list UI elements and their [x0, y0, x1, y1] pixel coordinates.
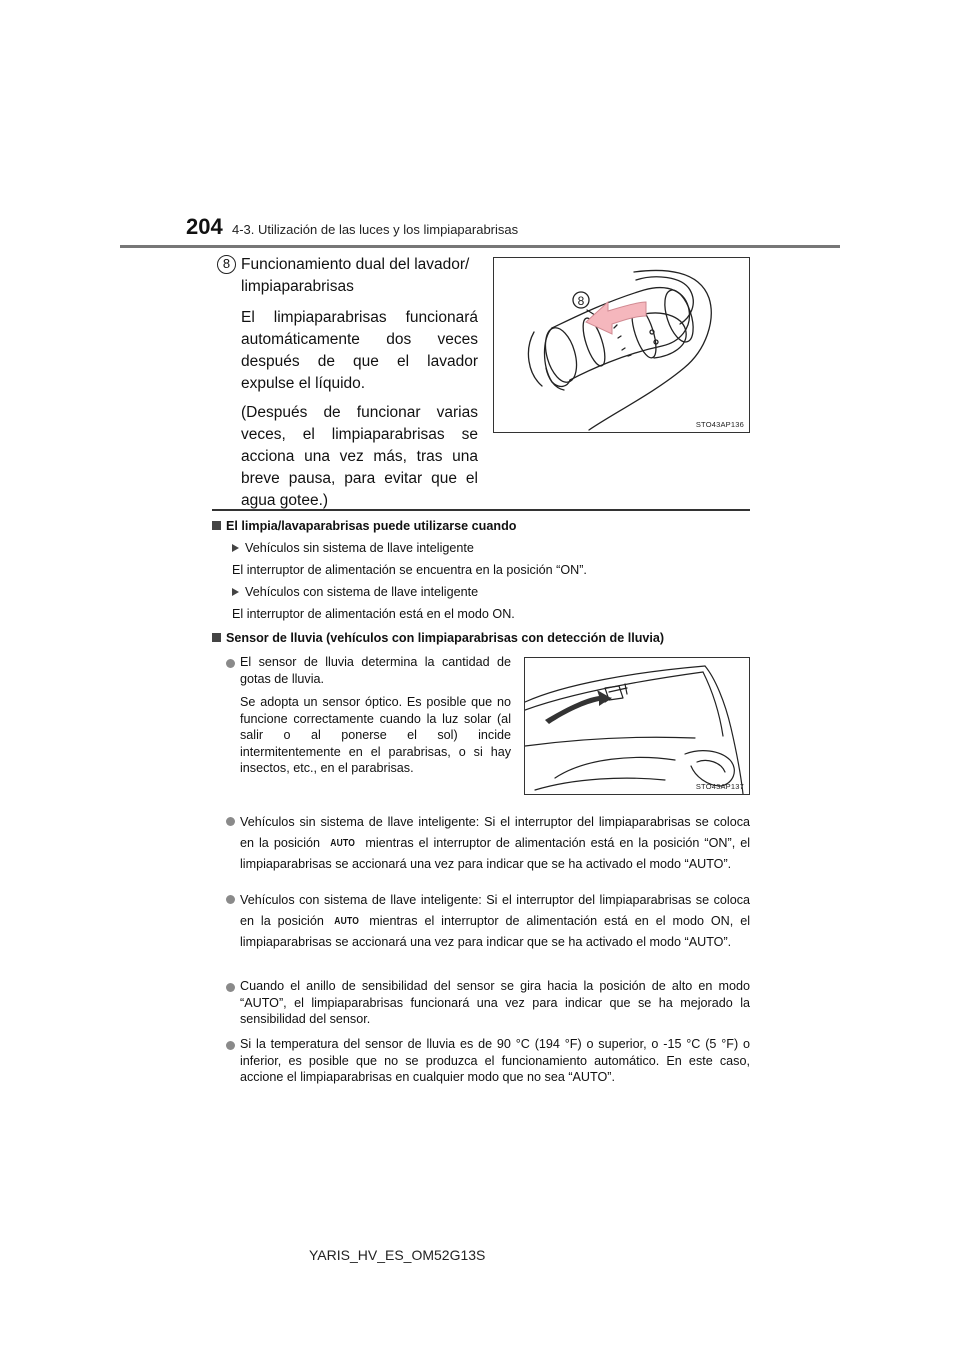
page-number: 204 [186, 214, 223, 239]
square-bullet-icon [212, 633, 221, 642]
bullet-dot-icon [226, 983, 235, 992]
document-code: YARIS_HV_ES_OM52G13S [309, 1247, 486, 1263]
auto-symbol-icon: AUTO [334, 916, 360, 927]
bullet-dot-icon [226, 895, 235, 904]
square-bullet-icon [212, 521, 221, 530]
note-heading-usage [212, 518, 516, 535]
bullet-3-smart-key [240, 890, 750, 953]
step-number-badge: 8 [217, 255, 236, 274]
heading-text: Sensor de lluvia (vehículos con limpiaparabrisas con detección de lluvia) [226, 631, 665, 645]
step-paragraph-1: El limpiaparabrisas funcionará automáticamente dos veces después de que el lavador expulse el líquido. [241, 309, 478, 392]
step-paragraph-2: (Después de funcionar varias veces, el limpiaparabrisas se acciona una vez más, tras una breve pausa, para evitar que el agua gotee.) [241, 404, 478, 509]
bullet-1-line-1: El sensor de lluvia determina la cantidad de gotas de lluvia. [240, 655, 511, 686]
arrow-icon [586, 302, 646, 334]
step-title: Funcionamiento dual del lavador/ limpiaparabrisas [241, 256, 470, 295]
figure-code: STO43AP136 [695, 420, 744, 429]
usage-text-2: El interruptor de alimentación está en el modo ON. [232, 607, 515, 621]
header-divider [120, 245, 840, 248]
heading-text: El limpia/lavaparabrisas puede utilizarse cuando [226, 519, 517, 533]
bullet-1-line-2: Se adopta un sensor óptico. Es posible que no funcione correctamente cuando la luz solar (al salir o al ponerse el sol) incide intermitentemente en el parabrisas, o si hay insectos, etc., en el parabrisas. [240, 695, 511, 775]
bullet-5-temperature: Si la temperatura del sensor de lluvia es de 90 °C (194 °F) o superior, o -15 °C (5 °F) o inferior, es posible que no se produzca el funcionamiento automático. En este caso, accione el limpiaparabrisas en cualquier modo que no sea “AUTO”. [240, 1037, 750, 1084]
note-heading-rain-sensor [212, 630, 664, 647]
rain-sensor-description [240, 654, 511, 784]
windshield-drawing [525, 658, 749, 794]
bullet-3-text-a: Vehículos con sistema de llave inteligente: Si el interruptor del limpiaparabrisas se coloca en la posición [240, 893, 750, 928]
step-description [241, 254, 478, 519]
auto-symbol-icon: AUTO [330, 838, 356, 849]
subhead-text: Vehículos sin sistema de llave inteligente [245, 541, 474, 555]
bullet-2-text-b: mientras el interruptor de alimentación está en la posición “ON”, el limpiaparabrisas se accionará una vez para indicar que se ha activado el modo “AUTO”. [240, 836, 751, 871]
subhead-no-smart-key [232, 540, 474, 557]
subhead-text: Vehículos con sistema de llave inteligente [245, 585, 479, 599]
windshield-sensor-illustration [524, 657, 750, 795]
figure-code: STO43AP137 [695, 782, 744, 791]
triangle-bullet-icon [232, 544, 239, 552]
bullet-3-text-b: mientras el interruptor de alimentación está en el modo ON, el limpiaparabrisas se accionará una vez para indicar que se ha activado el modo “AUTO”. [240, 914, 750, 949]
callout-label: 8 [577, 294, 585, 308]
section-divider [212, 509, 750, 511]
bullet-dot-icon [226, 1041, 235, 1050]
subhead-smart-key [232, 584, 478, 601]
section-title: 4-3. Utilización de las luces y los limpiaparabrisas [232, 222, 519, 237]
usage-text-1: El interruptor de alimentación se encuentra en la posición “ON”. [232, 563, 587, 577]
bullet-dot-icon [226, 817, 235, 826]
triangle-bullet-icon [232, 588, 239, 596]
bullet-2-text-a: Vehículos sin sistema de llave inteligente: Si el interruptor del limpiaparabrisas se coloca en la posición [240, 815, 750, 850]
bullet-2-no-smart-key [240, 812, 750, 875]
bullet-4-sensitivity: Cuando el anillo de sensibilidad del sensor se gira hacia la posición de alto en modo “AUTO”, el limpiaparabrisas funcionará una vez para indicar que se ha mejorado la sensibilidad del sensor. [240, 979, 750, 1026]
wiper-lever-illustration [493, 257, 750, 433]
hand-lever-drawing [494, 258, 749, 432]
bullet-dot-icon [226, 659, 235, 668]
